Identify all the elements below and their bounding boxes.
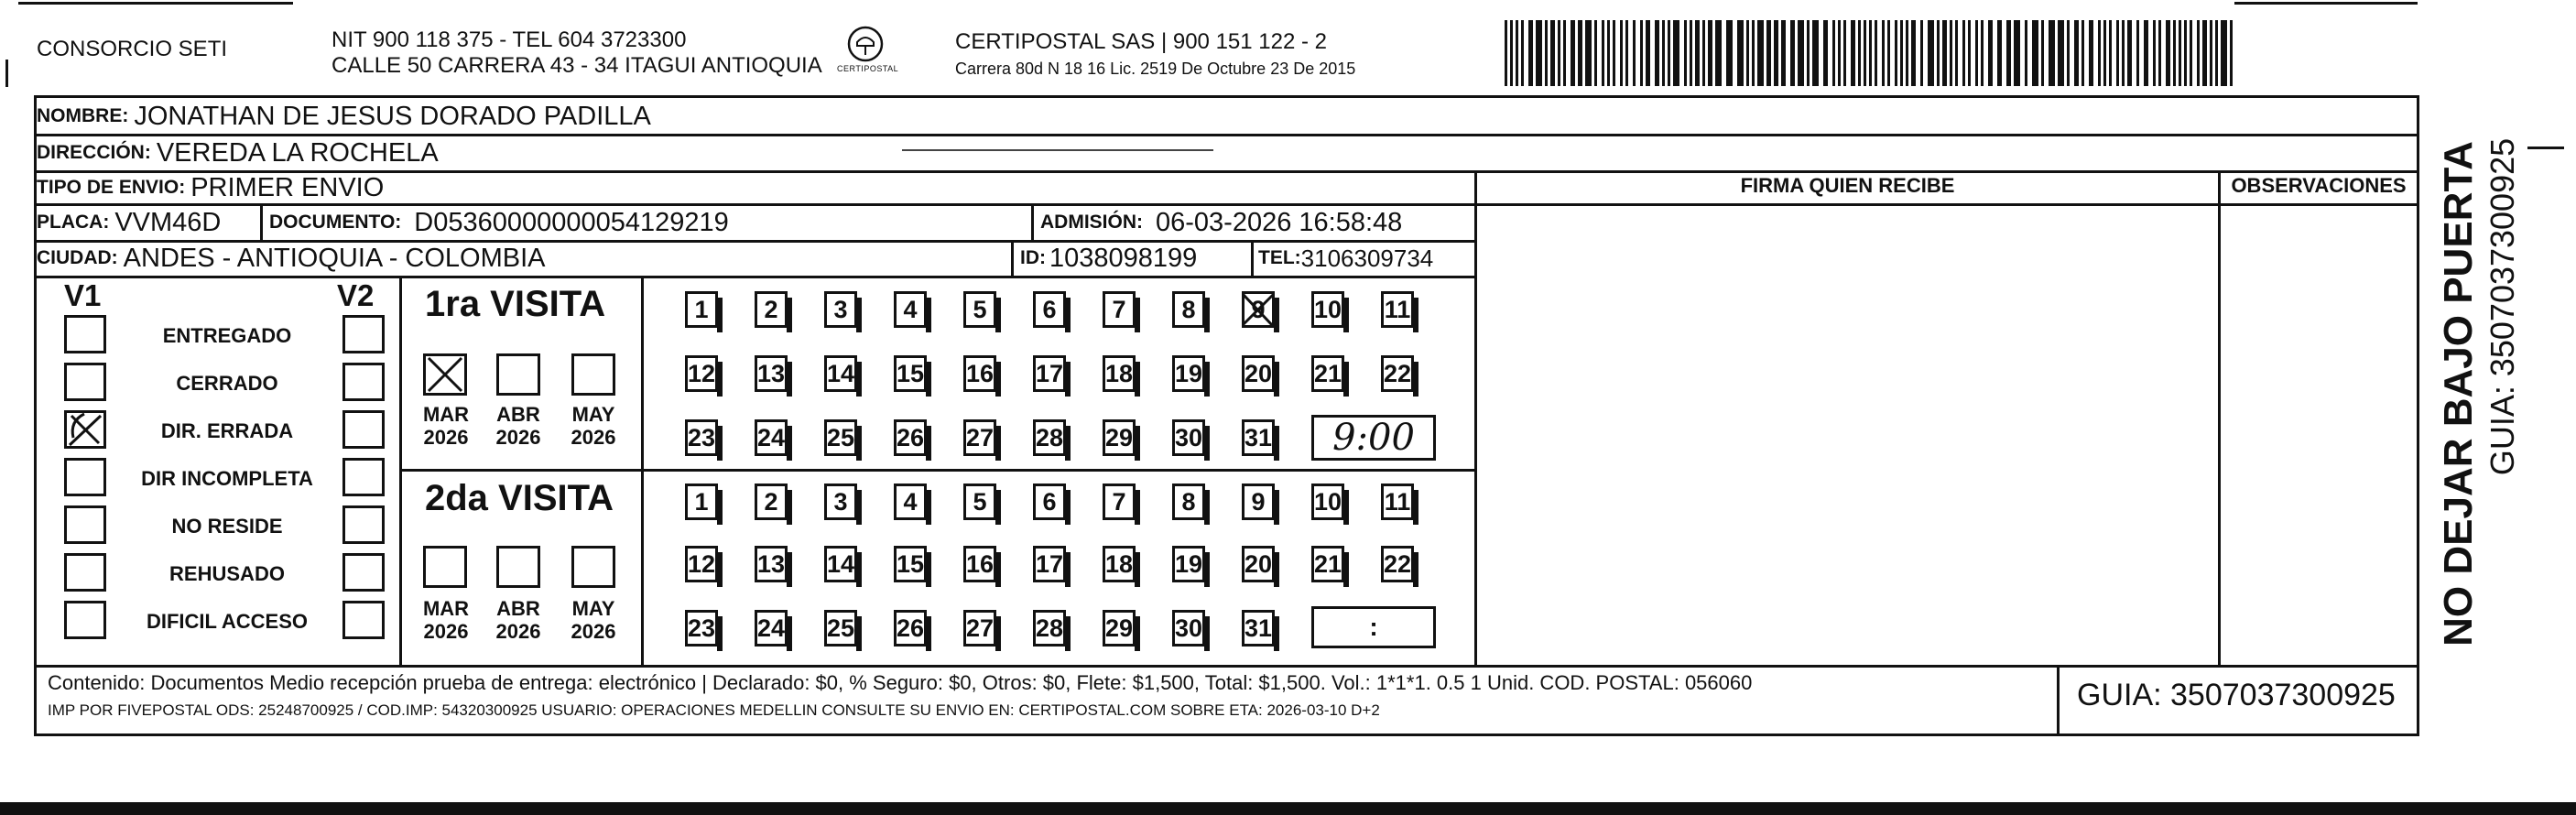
visit2-day-box[interactable]: 27	[963, 610, 996, 647]
barcode-bar	[1757, 20, 1764, 86]
status-label: DIR. ERRADA	[160, 419, 294, 442]
barcode-bar	[1505, 20, 1507, 86]
barcode-bar	[1640, 20, 1643, 86]
barcode-bar	[2098, 20, 2101, 86]
barcode-bar	[1920, 20, 1923, 86]
v2-checkbox[interactable]	[342, 505, 385, 544]
visit2-month-mar: MAR 2026	[422, 597, 470, 643]
barcode-bar	[1558, 20, 1560, 86]
logo-text: CERTIPOSTAL	[837, 64, 899, 73]
barcode-bar	[2202, 20, 2207, 86]
corner-mark-1	[2527, 147, 2564, 149]
address-line: CALLE 50 CARRERA 43 - 34 ITAGUI ANTIOQUIA	[332, 53, 822, 78]
v1-checkbox[interactable]	[64, 315, 106, 353]
visit1-day-box[interactable]: 12	[685, 355, 718, 392]
barcode-bar	[1832, 20, 1835, 86]
visit2-day-box[interactable]: 26	[894, 610, 927, 647]
barcode-bar	[1875, 20, 1877, 86]
top-rule-right	[2234, 2, 2418, 5]
barcode-bar	[1790, 20, 1795, 86]
visit1-day-box[interactable]: 22	[1381, 355, 1414, 392]
visit2-day-box[interactable]: 29	[1103, 610, 1136, 647]
barcode-bar	[1911, 20, 1916, 86]
barcode	[1505, 20, 2237, 86]
barcode-bar	[1684, 20, 1687, 86]
visit2-month-abr: ABR 2026	[495, 597, 541, 643]
visit2-day-box[interactable]: 8	[1172, 484, 1205, 520]
barcode-bar	[1950, 20, 1952, 86]
visit2-month-may: MAY 2026	[571, 597, 616, 643]
visit2-day-box[interactable]: 1	[685, 484, 718, 520]
barcode-bar	[1737, 20, 1744, 86]
visit1-day-box[interactable]: 23	[685, 419, 718, 456]
visit2-time-value: :	[1369, 613, 1378, 641]
documento-label: DOCUMENTO:	[269, 212, 402, 233]
side-guia: GUIA: 3507037300925	[2484, 137, 2521, 476]
nombre-value: JONATHAN DE JESUS DORADO PADILLA	[134, 101, 651, 131]
tel-label: TEL:	[1258, 247, 1301, 268]
visit2-day-box[interactable]: 7	[1103, 484, 1136, 520]
barcode-bar	[1997, 20, 2002, 86]
visit1-day-box[interactable]: 20	[1242, 355, 1275, 392]
visit2-month-box-mar[interactable]	[423, 546, 467, 588]
admision-label: ADMISIÓN:	[1040, 212, 1143, 233]
v-admision	[1031, 203, 1034, 240]
barcode-bar	[2103, 20, 2106, 86]
barcode-bar	[2089, 20, 2093, 86]
h-visits-divider	[399, 469, 1476, 472]
barcode-bar	[1571, 20, 1575, 86]
visit1-title: 1ra VISITA	[425, 284, 606, 324]
barcode-bar	[1858, 20, 1861, 86]
barcode-bar	[2067, 20, 2070, 86]
barcode-bar	[1962, 20, 1965, 86]
visit1-month-box-may[interactable]	[571, 353, 615, 396]
barcode-bar	[1988, 20, 1993, 86]
certipostal-logo	[835, 24, 899, 82]
v2-checkbox[interactable]	[342, 410, 385, 449]
visit1-day-box[interactable]: 31	[1242, 419, 1275, 456]
direccion-label: DIRECCIÓN:	[37, 142, 151, 163]
barcode-bar	[1968, 20, 1971, 86]
ciudad-value: ANDES - ANTIOQUIA - COLOMBIA	[123, 243, 546, 273]
firma-header: FIRMA QUIEN RECIBE	[1740, 174, 1955, 197]
barcode-bar	[1613, 20, 1615, 86]
company-name: CONSORCIO SETI	[37, 37, 228, 61]
direccion-row	[37, 135, 439, 171]
barcode-bar	[1798, 20, 1804, 86]
visit1-time-box[interactable]	[1311, 415, 1436, 461]
visit1-day-box[interactable]: 5	[963, 291, 996, 328]
v1-checkmark	[64, 410, 106, 449]
barcode-bar	[1536, 20, 1542, 86]
barcode-bar	[2081, 20, 2084, 86]
visit1-day-box[interactable]: 7	[1103, 291, 1136, 328]
visit1-month-mar: MAR 2026	[422, 403, 470, 449]
barcode-bar	[2221, 20, 2227, 86]
barcode-bar	[1662, 20, 1665, 86]
barcode-bar	[2166, 20, 2170, 86]
barcode-bar	[2014, 20, 2020, 86]
corner-mark-2	[5, 60, 8, 87]
visit1-day-box[interactable]: 14	[824, 355, 857, 392]
barcode-bar	[2179, 20, 2181, 86]
barcode-bar	[2006, 20, 2011, 86]
barcode-bar	[1620, 20, 1623, 86]
barcode-bar	[2116, 20, 2119, 86]
tipo-row	[37, 169, 384, 206]
rule-footer	[34, 665, 2419, 668]
barcode-bar	[1726, 20, 1733, 86]
barcode-bar	[1774, 20, 1778, 86]
v1-checkbox[interactable]	[64, 458, 106, 496]
visit1-day-box[interactable]: 2	[755, 291, 788, 328]
barcode-bar	[2032, 20, 2038, 86]
barcode-bar	[1633, 20, 1636, 86]
visit1-month-checkmark	[423, 353, 467, 396]
admision-value: 06-03-2026 16:58:48	[1156, 207, 1403, 237]
barcode-bar	[1528, 20, 1533, 86]
barcode-bar	[1882, 20, 1885, 86]
v-firma-left	[1474, 170, 1477, 665]
barcode-bar	[1545, 20, 1548, 86]
tipo-label: TIPO DE ENVIO:	[37, 177, 186, 198]
visit1-day-box[interactable]: 13	[755, 355, 788, 392]
barcode-bar	[1695, 20, 1700, 86]
barcode-bar	[2173, 20, 2176, 86]
visit1-day-box[interactable]: 19	[1172, 355, 1205, 392]
top-rule-left	[18, 2, 293, 5]
v1-checkbox[interactable]	[64, 363, 106, 401]
barcode-bar	[1843, 20, 1846, 86]
visit2-day-box[interactable]: 25	[824, 610, 857, 647]
barcode-bar	[2158, 20, 2161, 86]
visit2-month-box-may[interactable]	[571, 546, 615, 588]
barcode-bar	[1895, 20, 1897, 86]
barcode-bar	[1869, 20, 1872, 86]
status-label: REHUSADO	[169, 562, 285, 585]
barcode-bar	[2184, 20, 2187, 86]
visit1-day-box[interactable]: 4	[894, 291, 927, 328]
placa-value: VVM46D	[114, 207, 222, 237]
visit1-day-box[interactable]: 3	[824, 291, 857, 328]
visit1-day-box[interactable]: 18	[1103, 355, 1136, 392]
footer-guia: GUIA: 3507037300925	[2077, 678, 2396, 712]
visit2-day-box[interactable]: 14	[824, 546, 857, 582]
visit2-day-box[interactable]: 19	[1172, 546, 1205, 582]
barcode-bar	[2215, 20, 2218, 86]
visit2-day-box[interactable]: 6	[1033, 484, 1066, 520]
visit2-day-box[interactable]: 23	[685, 610, 718, 647]
v-firma-header-rule	[1474, 203, 2419, 206]
v1-checkbox[interactable]	[64, 505, 106, 544]
barcode-bar	[1781, 20, 1786, 86]
status-label: CERRADO	[176, 372, 278, 395]
visit2-month-box-abr[interactable]	[496, 546, 540, 588]
visit1-day-box[interactable]: 6	[1033, 291, 1066, 328]
barcode-bar	[2230, 20, 2233, 86]
visit1-month-box-abr[interactable]	[496, 353, 540, 396]
barcode-bar	[1550, 20, 1555, 86]
v-obs-left	[2218, 170, 2221, 665]
visit2-day-box[interactable]: 5	[963, 484, 996, 520]
barcode-bar	[1975, 20, 1978, 86]
barcode-bar	[2041, 20, 2044, 86]
barcode-bar	[2190, 20, 2192, 86]
visit1-day-box[interactable]: 24	[755, 419, 788, 456]
visit1-day-box[interactable]: 26	[894, 419, 927, 456]
barcode-bar	[1766, 20, 1771, 86]
barcode-bar	[2197, 20, 2200, 86]
v-footer-guia	[2057, 665, 2060, 736]
ciudad-row	[37, 240, 546, 277]
visit1-day-box[interactable]: 10	[1311, 291, 1344, 328]
status-label: DIFICIL ACCESO	[146, 610, 308, 633]
admision-row	[1040, 204, 1402, 241]
barcode-bar	[1708, 20, 1712, 86]
v-id	[1011, 240, 1014, 277]
placa-row	[37, 204, 221, 241]
barcode-bar	[1864, 20, 1866, 86]
side-warning: NO DEJAR BAJO PUERTA	[2436, 141, 2481, 647]
visit2-day-box[interactable]: 17	[1033, 546, 1066, 582]
visit1-day-box[interactable]: 21	[1311, 355, 1344, 392]
nit-line: NIT 900 118 375 - TEL 604 3723300	[332, 27, 687, 52]
visit1-day-box[interactable]: 27	[963, 419, 996, 456]
visit1-time-value: 9:00	[1332, 417, 1415, 459]
barcode-bar	[1702, 20, 1705, 86]
id-label: ID:	[1020, 247, 1046, 268]
visit2-day-box[interactable]: 3	[824, 484, 857, 520]
barcode-bar	[1851, 20, 1855, 86]
barcode-bar	[1655, 20, 1659, 86]
visit2-day-box[interactable]: 10	[1311, 484, 1344, 520]
direccion-value: VEREDA LA ROCHELA	[156, 137, 439, 168]
status-label: DIR INCOMPLETA	[141, 467, 313, 490]
visit1-day-box[interactable]: 11	[1381, 291, 1414, 328]
barcode-bar	[1594, 20, 1597, 86]
barcode-bar	[1668, 20, 1670, 86]
barcode-bar	[2153, 20, 2156, 86]
visit2-day-box[interactable]: 16	[963, 546, 996, 582]
license-line: Carrera 80d N 18 16 Lic. 2519 De Octubre 23 De 2015	[955, 60, 1356, 78]
visit2-day-box[interactable]: 2	[755, 484, 788, 520]
footer-line2: IMP POR FIVEPOSTAL ODS: 25248700925 / COD.IMP: 54320300925 USUARIO: OPERACIONES MEDELLIN CONSULTE SU ENVIO EN: CERTIPOSTAL.COM SOBRE ETA: 2026-03-10 D+2	[48, 701, 1380, 719]
v-tel	[1251, 240, 1254, 277]
placa-label: PLACA:	[37, 212, 110, 233]
barcode-bar	[1823, 20, 1828, 86]
barcode-bar	[1578, 20, 1582, 86]
status-label: ENTREGADO	[162, 324, 292, 347]
observaciones-header: OBSERVACIONES	[2231, 174, 2407, 197]
barcode-bar	[1746, 20, 1749, 86]
barcode-bar	[1928, 20, 1934, 86]
certipostal-line: CERTIPOSTAL SAS | 900 151 122 - 2	[955, 29, 1327, 54]
barcode-bar	[1563, 20, 1566, 86]
barcode-bar	[1906, 20, 1908, 86]
barcode-bar	[1585, 20, 1592, 86]
barcode-bar	[1887, 20, 1890, 86]
id-row	[1020, 240, 1197, 277]
visit2-day-box[interactable]: 24	[755, 610, 788, 647]
tel-row	[1258, 240, 1433, 277]
nombre-row	[37, 98, 651, 135]
barcode-bar	[2136, 20, 2139, 86]
visit2-day-box[interactable]: 31	[1242, 610, 1275, 647]
barcode-bar	[1602, 20, 1604, 86]
barcode-bar	[2210, 20, 2212, 86]
visit2-day-box[interactable]: 30	[1172, 610, 1205, 647]
tipo-value: PRIMER ENVIO	[190, 172, 385, 202]
barcode-bar	[1510, 20, 1513, 86]
visit1-day-box[interactable]: 8	[1172, 291, 1205, 328]
visit1-day-box[interactable]: 17	[1033, 355, 1066, 392]
scribble-line	[902, 149, 1213, 151]
visit2-day-box[interactable]: 4	[894, 484, 927, 520]
barcode-bar	[1516, 20, 1518, 86]
visit2-day-box[interactable]: 11	[1381, 484, 1414, 520]
visit2-day-box[interactable]: 22	[1381, 546, 1414, 582]
v1-checkbox[interactable]	[64, 601, 106, 639]
v2-checkbox[interactable]	[342, 601, 385, 639]
barcode-bar	[2025, 20, 2027, 86]
barcode-bar	[1812, 20, 1819, 86]
tel-value: 3106309734	[1300, 244, 1434, 272]
id-value: 1038098199	[1049, 243, 1198, 273]
visit1-month-may: MAY 2026	[571, 403, 616, 449]
visit1-day-box[interactable]: 29	[1103, 419, 1136, 456]
certipostal-logo-icon	[835, 24, 899, 82]
barcode-bar	[2127, 20, 2132, 86]
v-doc	[260, 203, 263, 240]
v1-label: V1	[64, 278, 102, 312]
barcode-bar	[2074, 20, 2079, 86]
barcode-bar	[1752, 20, 1755, 86]
v2-checkbox[interactable]	[342, 363, 385, 401]
visit1-day-box[interactable]: 15	[894, 355, 927, 392]
barcode-bar	[1807, 20, 1810, 86]
visit1-day-box[interactable]: 1	[685, 291, 718, 328]
barcode-bar	[1955, 20, 1958, 86]
visit2-time-box[interactable]	[1311, 606, 1436, 648]
v2-label: V2	[337, 278, 375, 312]
v1-checkbox[interactable]	[64, 553, 106, 592]
barcode-bar	[1521, 20, 1524, 86]
barcode-bar	[1937, 20, 1940, 86]
documento-value: D05360000000054129219	[414, 207, 729, 237]
ciudad-label: CIUDAD:	[37, 247, 118, 268]
footer-line1: Contenido: Documentos Medio recepción prueba de entrega: electrónico | Declarado: $0, % Seguro: $0, Otros: $0, Flete: $1,500, Total: $1,500. Vol.: 1*1*1. 0.5 1 Unid. COD. POSTAL: 056060	[48, 671, 1753, 694]
barcode-bar	[1942, 20, 1947, 86]
visit2-day-box[interactable]: 21	[1311, 546, 1344, 582]
visit2-day-box[interactable]: 15	[894, 546, 927, 582]
visit1-day-checkmark	[1238, 289, 1278, 330]
documento-row	[269, 204, 729, 241]
barcode-bar	[1646, 20, 1650, 86]
v2-checkbox[interactable]	[342, 458, 385, 496]
visit2-day-box[interactable]: 28	[1033, 610, 1066, 647]
nombre-label: NOMBRE:	[37, 105, 129, 126]
barcode-bar	[2122, 20, 2125, 86]
visit1-day-box[interactable]: 28	[1033, 419, 1066, 456]
bottom-band	[0, 802, 2576, 815]
barcode-bar	[1715, 20, 1722, 86]
visit2-day-box[interactable]: 9	[1242, 484, 1275, 520]
visit2-day-box[interactable]: 20	[1242, 546, 1275, 582]
barcode-bar	[1981, 20, 1984, 86]
visit1-day-box[interactable]: 16	[963, 355, 996, 392]
barcode-bar	[1607, 20, 1610, 86]
barcode-bar	[1673, 20, 1679, 86]
barcode-bar	[2109, 20, 2112, 86]
status-label: NO RESIDE	[171, 515, 283, 538]
barcode-bar	[1838, 20, 1841, 86]
visit2-day-box[interactable]: 18	[1103, 546, 1136, 582]
barcode-bar	[1900, 20, 1903, 86]
visit1-day-box[interactable]: 25	[824, 419, 857, 456]
visit2-day-box[interactable]: 13	[755, 546, 788, 582]
visit2-day-box[interactable]: 12	[685, 546, 718, 582]
barcode-bar	[1690, 20, 1692, 86]
barcode-bar	[1625, 20, 1628, 86]
barcode-bar	[2058, 20, 2064, 86]
visit2-title: 2da VISITA	[425, 478, 614, 518]
visit1-day-box[interactable]: 9	[1242, 291, 1275, 328]
v2-checkbox[interactable]	[342, 315, 385, 353]
v-obs-right	[2417, 170, 2419, 665]
barcode-bar	[2049, 20, 2055, 86]
visit1-day-box[interactable]: 30	[1172, 419, 1205, 456]
v2-checkbox[interactable]	[342, 553, 385, 592]
visit1-month-abr: ABR 2026	[495, 403, 541, 449]
barcode-bar	[2144, 20, 2148, 86]
